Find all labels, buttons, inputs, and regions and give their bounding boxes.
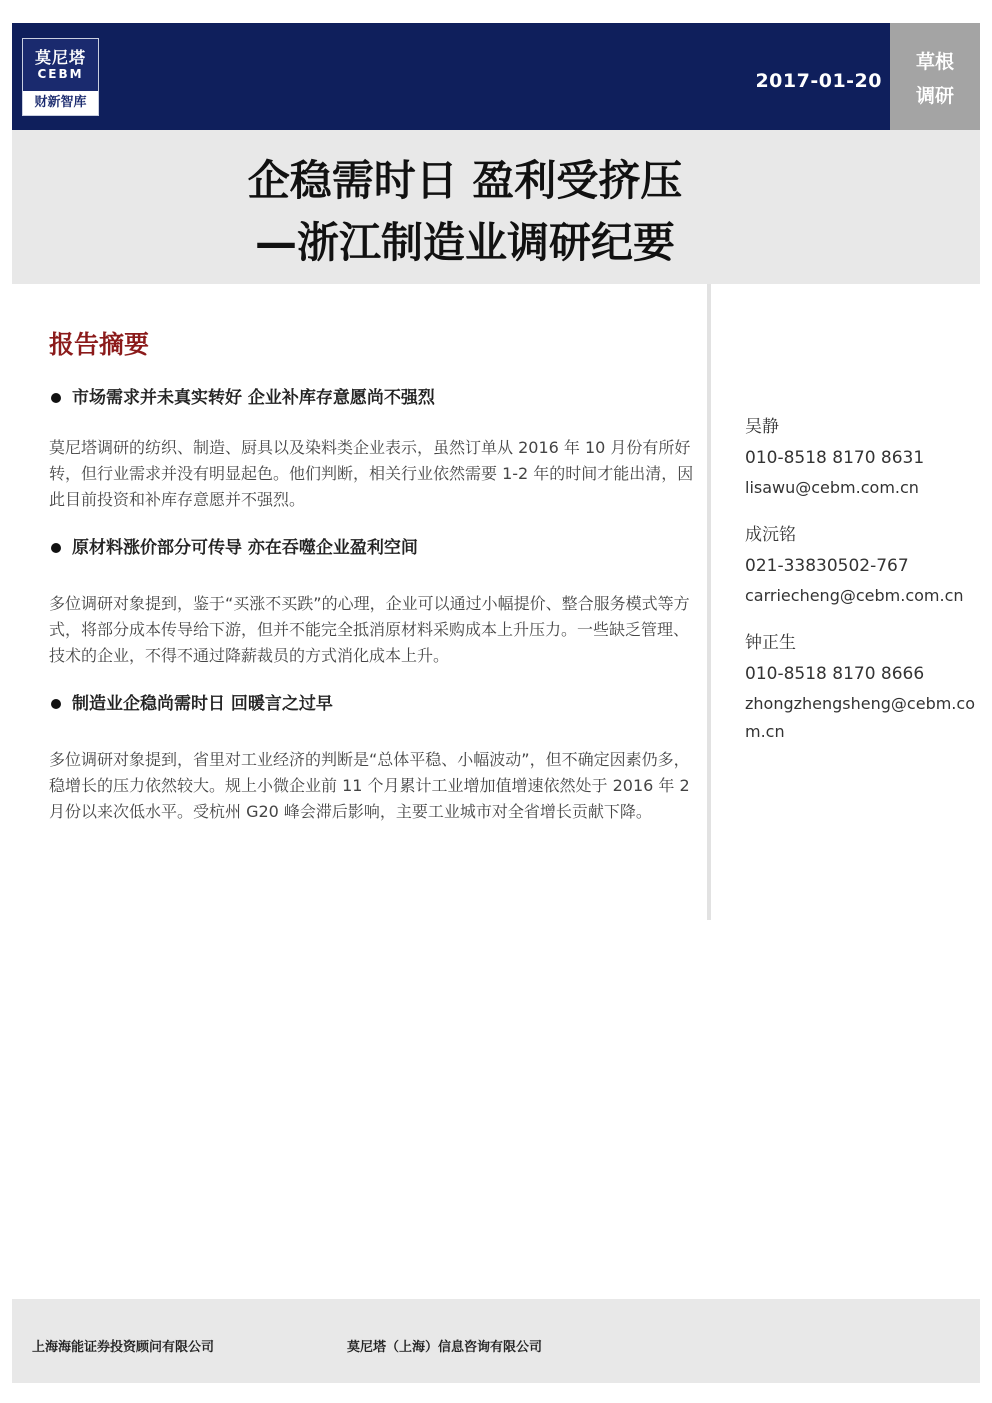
- summary-bullet-3: 制造业企稳尚需时日 回暖言之过早: [49, 691, 701, 717]
- footer-company-1: 上海海能证券投资顾问有限公司: [32, 1340, 215, 1355]
- summary-column: [49, 325, 701, 825]
- contact-email[interactable]: lisawu@cebm.com.cn: [745, 478, 919, 497]
- summary-paragraph-2: 多位调研对象提到，鉴于“买涨不买跌”的心理，企业可以通过小幅提价、整合服务模式等方式，将部分成本传导给下游，但并不能完全抵消原材料采购成本上升压力。一些缺乏管理、技术的企业，不得不通过降薪裁员的方式消化成本上升。: [49, 594, 690, 665]
- contact-phone: 010-8518 8170 8631: [745, 448, 925, 468]
- title-block: [12, 130, 980, 284]
- report-type-badge: [890, 23, 980, 130]
- contact-card: [745, 628, 975, 746]
- summary-bullet-2: 原材料涨价部分可传导 亦在吞噬企业盈利空间: [49, 535, 701, 561]
- contact-phone: 021-33830502-767: [745, 556, 909, 576]
- cebm-logo: [22, 38, 99, 116]
- contact-card: [745, 520, 975, 610]
- summary-paragraph-3: 多位调研对象提到，省里对工业经济的判断是“总体平稳、小幅波动”，但不确定因素仍多，稳增长的压力依然较大。规上小微企业前 11 个月累计工业增加值增速依然处于 2016 年 2 月份以来次低水平。受杭州 G20 峰会滞后影响，主要工业城市对全省增长贡献下降。: [49, 750, 690, 821]
- contact-name: 吴静: [745, 417, 779, 437]
- logo-chinese-name: 莫尼塔: [34, 48, 86, 67]
- report-date: 2017-01-20: [755, 70, 882, 92]
- badge-line-2: 调研: [915, 85, 954, 107]
- summary-heading: 报告摘要: [49, 330, 150, 359]
- logo-subtitle: 财新智库: [23, 91, 98, 115]
- contact-phone: 010-8518 8170 8666: [745, 664, 925, 684]
- summary-paragraph-1: 莫尼塔调研的纺织、制造、厨具以及染料类企业表示，虽然订单从 2016 年 10 月份有所好转，但行业需求并没有明显起色。他们判断，相关行业依然需要 1-2 年的时间才能出清，因此目前投资和补库存意愿并不强烈。: [49, 438, 694, 509]
- column-divider: [707, 284, 711, 920]
- page-footer: [12, 1299, 980, 1383]
- contact-email[interactable]: zhongzhengsheng@cebm.com.cn: [745, 694, 975, 741]
- contact-card: [745, 412, 975, 502]
- contact-email[interactable]: carriecheng@cebm.com.cn: [745, 586, 964, 605]
- badge-line-1: 草根: [915, 51, 954, 73]
- footer-company-2: 莫尼塔（上海）信息咨询有限公司: [347, 1340, 543, 1355]
- report-title-line-1: 企稳需时日 盈利受挤压: [247, 156, 683, 205]
- logo-top: [23, 39, 98, 93]
- analyst-contacts: [745, 412, 975, 764]
- summary-bullet-1: 市场需求并未真实转好 企业补库存意愿尚不强烈: [49, 385, 701, 411]
- report-title-line-2: —浙江制造业调研纪要: [254, 218, 675, 267]
- contact-name: 成沅铭: [745, 525, 796, 545]
- logo-english-name: CEBM: [37, 67, 84, 81]
- contact-name: 钟正生: [745, 633, 796, 653]
